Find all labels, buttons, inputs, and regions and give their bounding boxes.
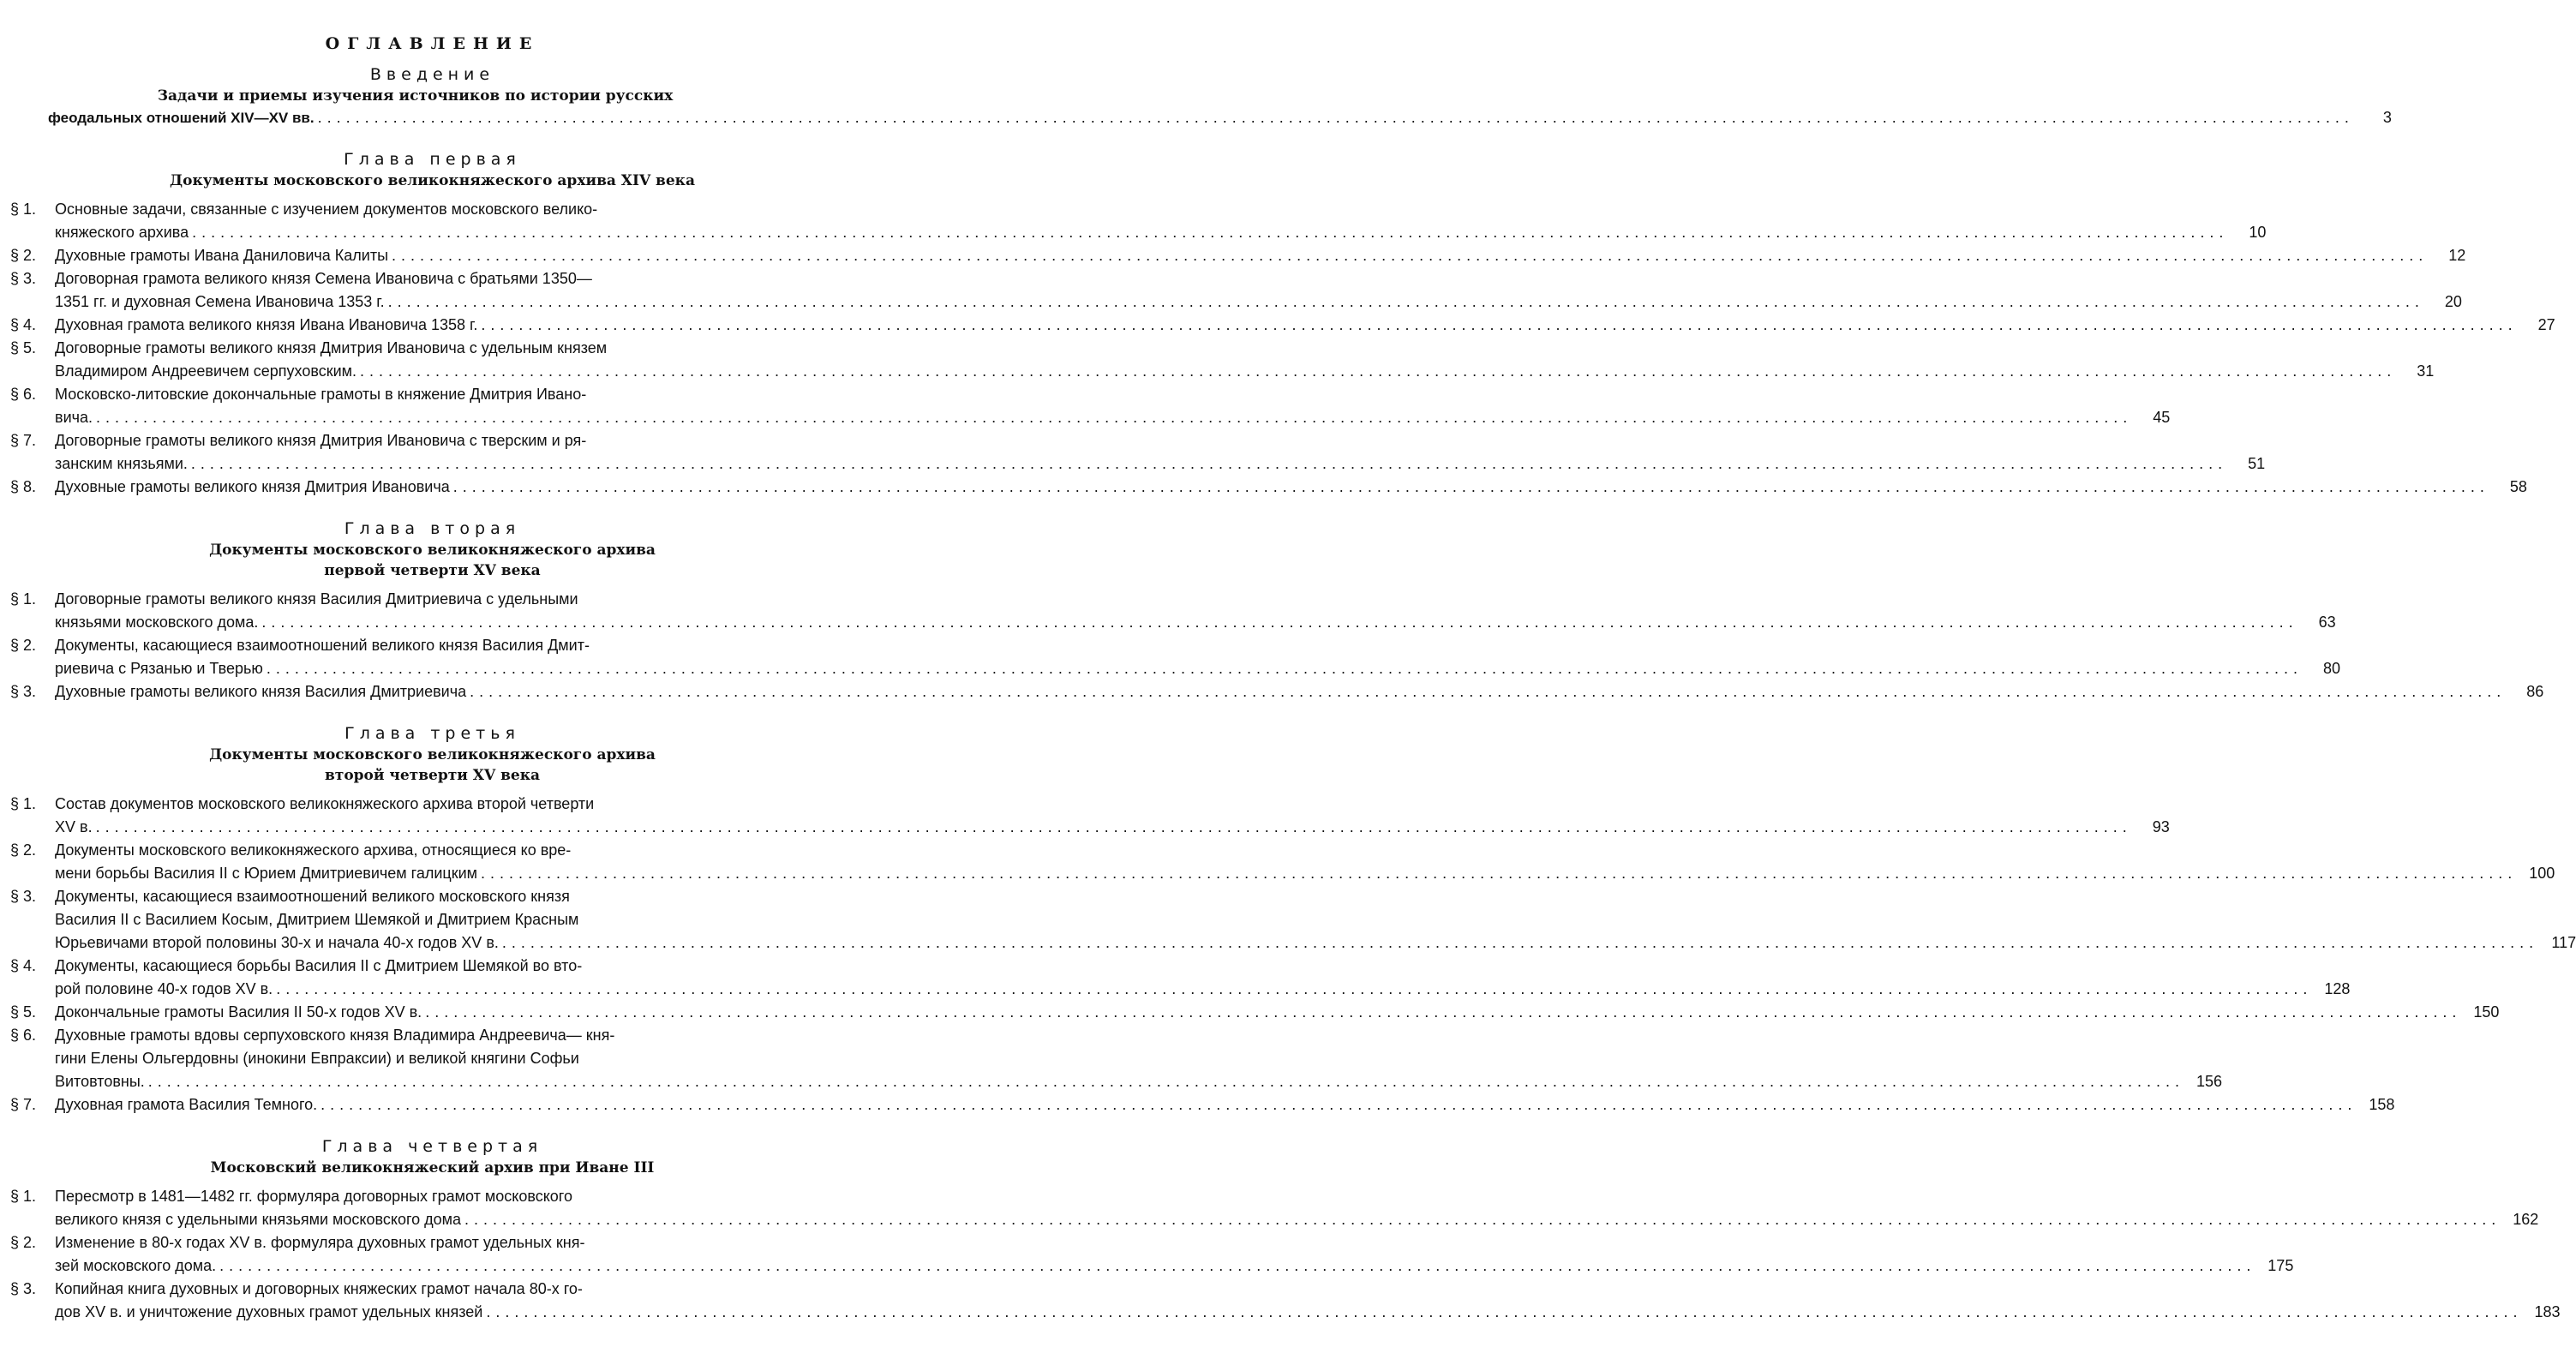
section-number: § 4. <box>10 316 37 333</box>
section-number: § 2. <box>10 247 37 264</box>
leader-dots <box>219 1254 2255 1278</box>
section-number: § 1. <box>10 590 37 608</box>
page-number: 150 <box>2473 1003 2500 1021</box>
toc-entry <box>10 885 2576 955</box>
entry-body <box>55 383 2136 429</box>
toc-entry <box>10 383 2171 429</box>
intro-section <box>10 63 2392 129</box>
section-number: § 6. <box>10 1027 37 1044</box>
entry-text-line: Договорные грамоты великого князя Василия Дмитриевича с удельными <box>55 590 578 608</box>
section-number: § 7. <box>10 432 37 449</box>
page-number: 156 <box>2196 1073 2222 1090</box>
section-number: § 4. <box>10 957 37 974</box>
leader-dots <box>321 1093 2357 1117</box>
entry-body <box>55 314 2521 337</box>
entry-text-line: Документы, касающиеся борьбы Василия II с Дмитрием Шемякой во вто- <box>55 957 583 974</box>
chapter-title: Документы московского великокняжеского архива <box>209 746 656 763</box>
intro-title-line-1: Задачи и приемы изучения источников по истории русских <box>157 87 674 105</box>
chapter-title: Документы московского великокняжеского архива XIV века <box>170 172 695 189</box>
page-number: 58 <box>2509 478 2527 495</box>
entry-text-line: мени борьбы Василия II с Юрием Дмитриевичем галицким <box>55 865 478 882</box>
leader-dots <box>453 476 2489 499</box>
section-number: § 3. <box>10 683 37 700</box>
toc-entry <box>10 634 2341 680</box>
leader-dots <box>191 452 2227 476</box>
entry-text-line: князьями московского дома. <box>55 614 259 631</box>
page-number: 10 <box>2249 224 2267 241</box>
entry-text-line: Договорная грамота великого князя Семена Ивановича с братьями 1350— <box>55 270 592 287</box>
toc-entry <box>10 337 2435 383</box>
entry-text-line: Договорные грамоты великого князя Дмитрия Ивановича с удельным князем <box>55 339 608 356</box>
leader-dots <box>502 931 2538 955</box>
entry-text-line: Состав документов московского великокняжеского архива второй четверти <box>55 795 595 812</box>
entry-text-line: Пересмотр в 1481—1482 гг. формуляра договорных грамот московского <box>55 1188 572 1205</box>
chapter-label: Глава вторая <box>344 519 521 538</box>
entry-text-line: XV в. <box>55 818 93 835</box>
entry-text-line: 1351 гг. и духовная Семена Ивановича 1353 г. <box>55 293 385 310</box>
leader-dots <box>318 106 2354 129</box>
toc-entry <box>10 839 2555 885</box>
toc-entry <box>10 1001 2500 1024</box>
entry-list <box>10 198 2555 499</box>
entry-text-line: Докончальные грамоты Василия II 50-х годов XV в. <box>55 1003 422 1021</box>
entry-body <box>55 955 2315 1001</box>
entry-text-line: риевича с Рязанью и Тверью <box>55 660 263 677</box>
page-number: 86 <box>2526 683 2544 700</box>
toc-entry <box>10 680 2544 703</box>
leader-dots <box>464 1208 2501 1231</box>
entry-text-line: рой половине 40-х годов XV в. <box>55 980 273 997</box>
chapter-label: Глава третья <box>344 724 520 743</box>
chapter-label: Глава четвертая <box>321 1137 543 1156</box>
leader-dots <box>486 1301 2522 1324</box>
entry-text-line: занским князьями. <box>55 455 188 472</box>
toc-entry <box>10 1093 2395 1117</box>
page-number: 20 <box>2444 293 2462 310</box>
page-number: 162 <box>2513 1211 2539 1228</box>
page-number: 175 <box>2267 1257 2294 1274</box>
toc-entry <box>10 955 2351 1001</box>
leader-dots <box>388 290 2424 314</box>
chapter-section <box>10 148 2555 499</box>
toc-entry <box>10 244 2466 267</box>
toc-entry <box>10 429 2266 476</box>
entry-text-line: Василия II с Василием Косым, Дмитрием Шемякой и Дмитрием Красным <box>55 911 579 928</box>
page-number: 80 <box>2323 660 2341 677</box>
page-number: 45 <box>2153 409 2171 426</box>
leader-dots <box>96 816 2132 839</box>
leader-dots <box>261 611 2297 634</box>
section-number: § 5. <box>10 339 37 356</box>
entry-body <box>55 476 2493 499</box>
toc-entry <box>10 267 2462 314</box>
page-number: 93 <box>2152 818 2170 835</box>
page-number: 31 <box>2417 362 2435 380</box>
intro-title-line-2: феодальных отношений XIV—XV вв. <box>48 110 315 126</box>
toc-entry <box>10 1278 2561 1324</box>
chapter-section <box>10 1135 2561 1324</box>
page-number: 100 <box>2529 865 2555 882</box>
leader-dots <box>267 657 2303 680</box>
toc-entry <box>10 198 2267 244</box>
section-number: § 5. <box>10 1003 37 1021</box>
entry-text-line: Документы, касающиеся взаимоотношений великого московского князя <box>55 888 570 905</box>
page-number: 158 <box>2369 1096 2395 1113</box>
entry-body <box>55 1093 2360 1117</box>
intro-label: Введение <box>369 65 495 84</box>
entry-text-line: Договорные грамоты великого князя Дмитрия Ивановича с тверским и ря- <box>55 432 587 449</box>
leader-dots <box>148 1070 2184 1093</box>
toc-entry <box>10 314 2555 337</box>
page-number: 3 <box>2382 109 2392 126</box>
entry-text-line: Духовные грамоты вдовы серпуховского князя Владимира Андреевича— кня- <box>55 1027 615 1044</box>
entry-body <box>55 337 2399 383</box>
entry-body <box>55 1024 2188 1093</box>
chapter-section <box>10 722 2576 1117</box>
entry-body <box>55 680 2509 703</box>
entry-body <box>55 588 2302 634</box>
entry-text-line: Духовная грамота Василия Темного. <box>55 1096 318 1113</box>
page-number: 12 <box>2448 247 2466 264</box>
leader-dots <box>481 314 2517 337</box>
entry-body <box>55 1001 2465 1024</box>
section-number: § 1. <box>10 1188 37 1205</box>
entry-body <box>55 267 2428 314</box>
entry-body <box>55 885 2542 955</box>
entry-text-line: Московско-литовские докончальные грамоты в княжение Дмитрия Ивано- <box>55 386 587 403</box>
leader-dots <box>470 680 2506 703</box>
entry-text-line: Духовные грамоты великого князя Василия Дмитриевича <box>55 683 467 700</box>
leader-dots <box>192 221 2228 244</box>
intro-entry <box>10 106 2392 129</box>
entry-body <box>55 793 2136 839</box>
entry-text-line: дов XV в. и уничтожение духовных грамот удельных князей <box>55 1303 483 1320</box>
section-number: § 2. <box>10 841 37 859</box>
section-number: § 2. <box>10 637 37 654</box>
page-number: 51 <box>2248 455 2266 472</box>
page-number: 27 <box>2537 316 2555 333</box>
leader-dots <box>360 360 2396 383</box>
entry-list <box>10 588 2544 703</box>
leader-dots <box>425 1001 2461 1024</box>
section-number: § 1. <box>10 795 37 812</box>
entry-list <box>10 1185 2561 1324</box>
toc-entry <box>10 1024 2222 1093</box>
page-title: ОГЛАВЛЕНИЕ <box>325 34 540 53</box>
entry-body <box>55 839 2520 885</box>
leader-dots <box>276 978 2312 1001</box>
section-number: § 3. <box>10 270 37 287</box>
entry-text-line: Витовтовны. <box>55 1073 145 1090</box>
chapter-label: Глава первая <box>344 150 521 169</box>
toc-entry <box>10 1231 2294 1278</box>
entry-text-line: Духовная грамота великого князя Ивана Ивановича 1358 г. <box>55 316 478 333</box>
entry-text-line: Изменение в 80-х годах XV в. формуляра духовных грамот удельных кня- <box>55 1234 585 1251</box>
entry-text-line: Духовные грамоты Ивана Даниловича Калиты <box>55 247 389 264</box>
chapter-title: второй четверти XV века <box>324 767 541 784</box>
entry-text-line: Духовные грамоты великого князя Дмитрия Ивановича <box>55 478 450 495</box>
entry-text-line: гини Елены Ольгердовны (инокини Евпраксии) и великой княгини Софьи <box>55 1050 579 1067</box>
leader-dots <box>392 244 2428 267</box>
entry-text-line: Копийная книга духовных и договорных княжеских грамот начала 80-х го- <box>55 1280 583 1297</box>
section-number: § 8. <box>10 478 37 495</box>
entry-body <box>55 1278 2526 1324</box>
chapter-section <box>10 518 2544 703</box>
toc-entry <box>10 588 2336 634</box>
section-number: § 6. <box>10 386 37 403</box>
page-number: 128 <box>2324 980 2351 997</box>
leader-dots <box>96 406 2132 429</box>
entry-body <box>55 198 2232 244</box>
toc-entry <box>10 1185 2539 1231</box>
page-number: 63 <box>2318 614 2336 631</box>
entry-text-line: княжеского архива <box>55 224 189 241</box>
page-number: 117 <box>2551 934 2576 951</box>
entry-text-line: Документы московского великокняжеского архива, относящиеся ко вре- <box>55 841 572 859</box>
page-number: 183 <box>2534 1303 2561 1320</box>
toc-entry <box>10 476 2527 499</box>
entry-text-line: Основные задачи, связанные с изучением документов московского велико- <box>55 201 598 218</box>
section-number: § 3. <box>10 888 37 905</box>
entry-text-line: вича. <box>55 409 93 426</box>
section-number: § 7. <box>10 1096 37 1113</box>
entry-text-line: Владимиром Андреевичем серпуховским. <box>55 362 357 380</box>
section-number: § 3. <box>10 1280 37 1297</box>
chapter-title: Московский великокняжеский архив при Иване III <box>210 1159 655 1176</box>
entry-text-line: зей московского дома. <box>55 1257 217 1274</box>
leader-dots <box>481 862 2517 885</box>
entry-body <box>55 634 2306 680</box>
entry-body <box>55 429 2231 476</box>
entry-text-line: великого князя с удельными князьями московского дома <box>55 1211 462 1228</box>
entry-text-line: Юрьевичами второй половины 30-х и начала 40-х годов XV в. <box>55 934 499 951</box>
entry-list <box>10 793 2576 1117</box>
entry-text-line: Документы, касающиеся взаимоотношений великого князя Василия Дмит- <box>55 637 590 654</box>
chapters-container <box>10 148 2576 1324</box>
toc-entry <box>10 793 2170 839</box>
entry-body <box>55 1185 2504 1231</box>
toc-page <box>10 34 2576 1324</box>
chapter-title: Документы московского великокняжеского архива <box>209 542 656 559</box>
section-number: § 1. <box>10 201 37 218</box>
entry-body <box>55 1231 2259 1278</box>
section-number: § 2. <box>10 1234 37 1251</box>
entry-body <box>55 244 2431 267</box>
chapter-title: первой четверти XV века <box>324 562 541 579</box>
